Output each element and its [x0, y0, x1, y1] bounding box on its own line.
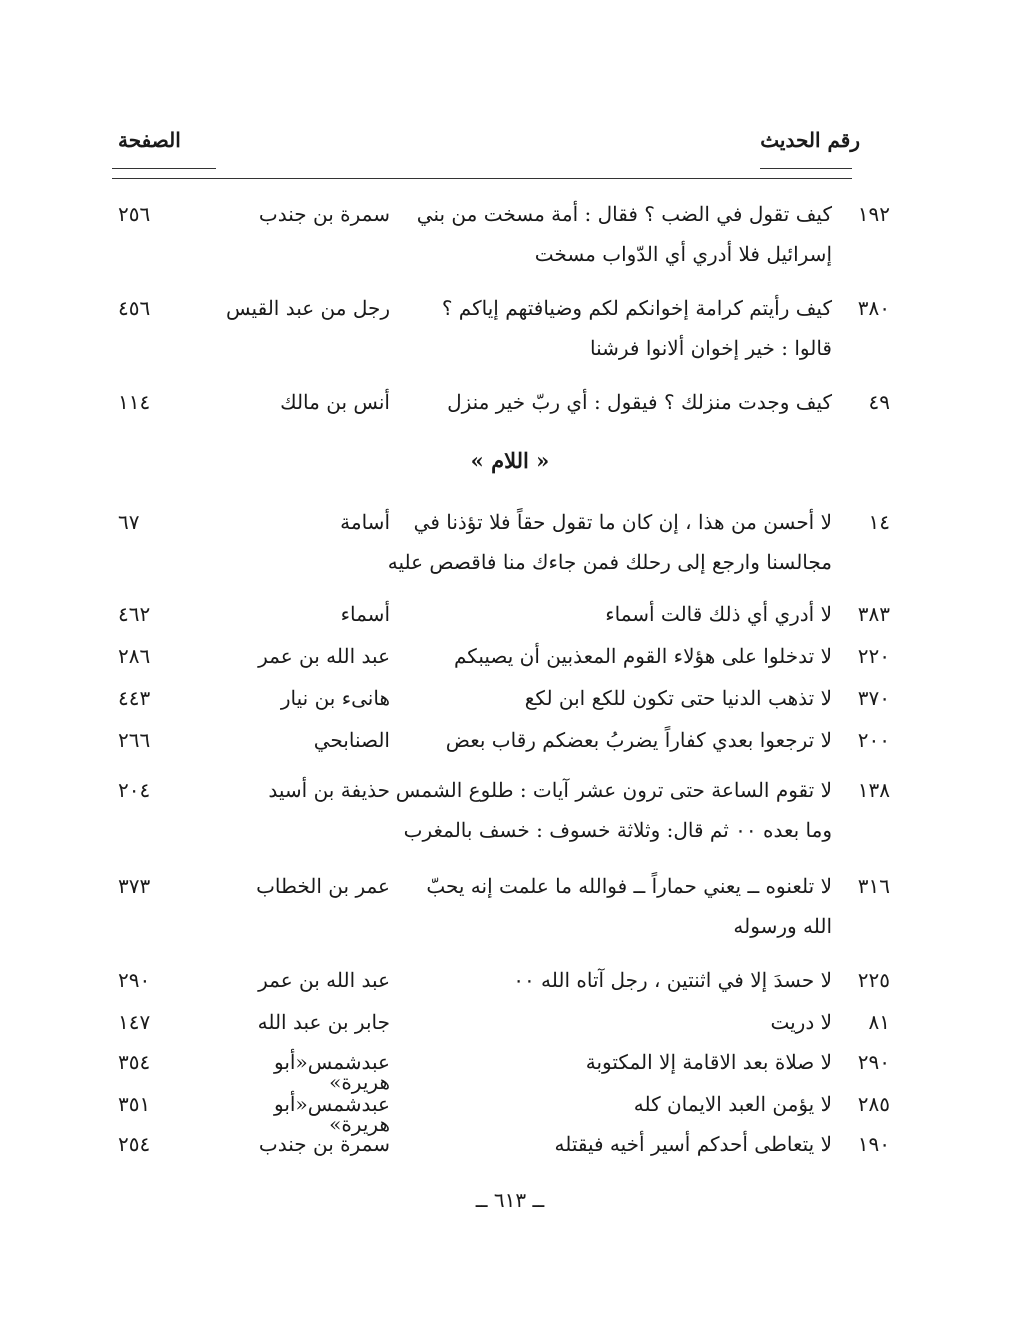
hadith-text: لا صلاة بعد الاقامة إلا المكتوبة	[585, 1050, 832, 1074]
page-footer-number: ــ ٦١٣ ــ	[475, 1188, 545, 1212]
hadith-number: ١٣٨	[857, 778, 890, 802]
hadith-text: كيف رأيتم كرامة إخوانكم لكم وضيافتهم إياكم ؟	[441, 296, 832, 320]
page-number: ٢٥٤	[118, 1132, 151, 1156]
hadith-text-continued: إسرائيل فلا أدري أي الدّواب مسخت	[534, 242, 832, 266]
hadith-text-continued: مجالسنا وارجع إلى رحلك فمن جاءك منا فاقصص عليه	[387, 550, 832, 574]
hadith-text: لا تذهب الدنيا حتى تكون للكع ابن لكع	[524, 686, 832, 710]
hadith-number: ٢٢٠	[857, 644, 890, 668]
hadith-text: لا يتعاطى أحدكم أسير أخيه فيقتله	[554, 1132, 832, 1156]
hadith-text: لا حسدَ إلا في اثنتين ، رجل آتاه الله ٠٠	[513, 968, 832, 992]
page-number: ٢٠٤	[118, 778, 151, 802]
page-number: ٢٩٠	[118, 968, 151, 992]
narrator: عبد الله بن عمر	[258, 644, 390, 668]
hadith-number: ١٩٢	[857, 202, 890, 226]
narrator: عبدشمس«أبو هريرة»	[274, 1050, 390, 1094]
page-number: ٣٥٤	[118, 1050, 151, 1074]
header-underline-right	[760, 168, 852, 169]
hadith-text-continued: قالوا : خير إخوان ألانوا فرشنا	[590, 336, 832, 360]
narrator: أسامة	[340, 510, 390, 534]
hadith-number: ١٤	[868, 510, 890, 534]
narrator: عبدشمس«أبو هريرة»	[274, 1092, 390, 1136]
page-number: ٣٥١	[118, 1092, 151, 1116]
hadith-text-continued: الله ورسوله	[733, 914, 832, 938]
hadith-number: ٣٨٠	[857, 296, 890, 320]
narrator: هانىء بن نيار	[280, 686, 390, 710]
narrator: الصنابحي	[313, 728, 390, 752]
hadith-text: لا دريت	[770, 1010, 832, 1034]
header-hadith-number: رقم الحديث	[760, 128, 860, 152]
hadith-number: ٣١٦	[857, 874, 890, 898]
hadith-number: ٢٨٥	[857, 1092, 890, 1116]
hadith-text: لا أحسن من هذا ، إن كان ما تقول حقاً فلا تؤذنا في	[413, 510, 832, 534]
hadith-number: ٢٠٠	[857, 728, 890, 752]
header-divider	[112, 178, 852, 179]
hadith-number: ٣٧٠	[857, 686, 890, 710]
page-number: ٢٥٦	[118, 202, 151, 226]
hadith-number: ٨١	[868, 1010, 890, 1034]
header-page: الصفحة	[118, 128, 181, 152]
narrator: رجل من عبد القيس	[226, 296, 390, 320]
hadith-text: لا ترجعوا بعدي كفاراً يضربُ بعضكم رقاب بعض	[445, 728, 832, 752]
narrator: عبد الله بن عمر	[258, 968, 390, 992]
narrator: سمرة بن جندب	[258, 202, 390, 226]
page-number: ١٤٧	[118, 1010, 151, 1034]
hadith-text: لا تقوم الساعة حتى ترون عشر آيات : طلوع الشمس	[395, 778, 832, 802]
hadith-number: ٢٩٠	[857, 1050, 890, 1074]
page-number: ٦٧	[118, 510, 140, 534]
narrator: حذيفة بن أسيد	[268, 778, 390, 802]
narrator: جابر بن عبد الله	[257, 1010, 390, 1034]
header-underline-left	[112, 168, 216, 169]
hadith-number: ٢٢٥	[857, 968, 890, 992]
hadith-text: لا تلعنوه ــ يعني حماراً ــ فوالله ما علمت إنه يحبّ	[426, 874, 832, 898]
page-number: ١١٤	[118, 390, 151, 414]
hadith-text: لا يؤمن العبد الايمان كله	[633, 1092, 832, 1116]
narrator: أنس بن مالك	[280, 390, 390, 414]
page-number: ٤٥٦	[118, 296, 151, 320]
page-number: ٢٨٦	[118, 644, 151, 668]
narrator: عمر بن الخطاب	[256, 874, 390, 898]
section-title: « اللام »	[470, 448, 550, 473]
hadith-number: ٤٩	[868, 390, 890, 414]
hadith-text: لا أدري أي ذلك قالت أسماء	[605, 602, 832, 626]
hadith-text: كيف تقول في الضب ؟ فقال : أمة مسخت من بني	[416, 202, 832, 226]
hadith-text: لا تدخلوا على هؤلاء القوم المعذبين أن يصيبكم	[453, 644, 832, 668]
hadith-text-continued: وما بعده ٠٠ ثم قال: وثلاثة خسوف : خسف بالمغرب	[403, 818, 832, 842]
narrator: أسماء	[340, 602, 390, 626]
hadith-number: ١٩٠	[857, 1132, 890, 1156]
narrator: سمرة بن جندب	[258, 1132, 390, 1156]
page-number: ٣٧٣	[118, 874, 151, 898]
page-number: ٤٦٢	[118, 602, 151, 626]
page-number: ٢٦٦	[118, 728, 151, 752]
page-number: ٤٤٣	[118, 686, 151, 710]
hadith-text: كيف وجدت منزلك ؟ فيقول : أي ربّ خير منزل	[447, 390, 832, 414]
hadith-number: ٣٨٣	[857, 602, 890, 626]
